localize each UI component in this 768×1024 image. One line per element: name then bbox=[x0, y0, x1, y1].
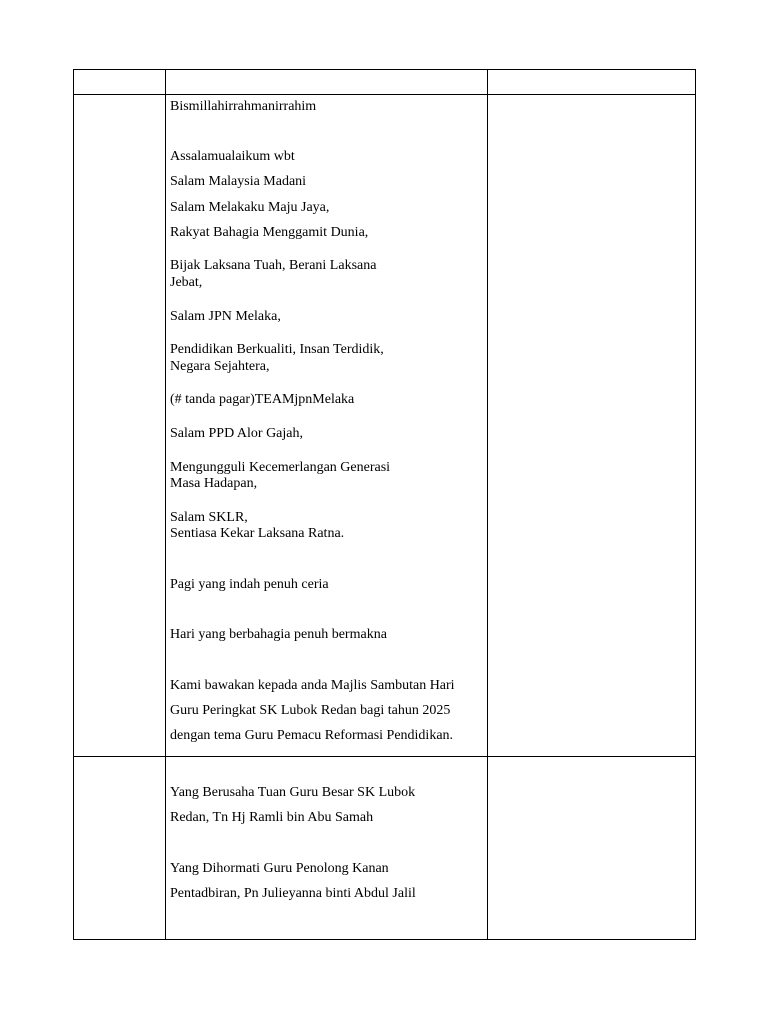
text-line: Bijak Laksana Tuah, Berani Laksana bbox=[170, 258, 377, 273]
text-line: Sentiasa Kekar Laksana Ratna. bbox=[170, 526, 345, 541]
table-row bbox=[74, 95, 696, 757]
text-line: Salam JPN Melaka, bbox=[170, 309, 281, 324]
text-line: Salam SKLR, bbox=[170, 510, 248, 525]
header-cell-3 bbox=[488, 70, 696, 95]
text-line: Pagi yang indah penuh ceria bbox=[170, 577, 329, 592]
text-line: Redan, Tn Hj Ramli bin Abu Samah bbox=[170, 810, 374, 825]
text-line: Hari yang berbahagia penuh bermakna bbox=[170, 627, 387, 642]
text-line: Pentadbiran, Pn Julieyanna binti Abdul Jalil bbox=[170, 886, 416, 901]
text-line: Yang Berusaha Tuan Guru Besar SK Lubok bbox=[170, 785, 416, 800]
text-line: dengan tema Guru Pemacu Reformasi Pendidikan. bbox=[170, 728, 454, 743]
text-line: Negara Sejahtera, bbox=[170, 359, 270, 374]
text-line: Jebat, bbox=[170, 275, 203, 290]
table-header-row bbox=[74, 70, 696, 95]
row2-text-cell bbox=[166, 757, 488, 940]
row2-right-cell bbox=[488, 757, 696, 940]
text-line: (# tanda pagar)TEAMjpnMelaka bbox=[170, 392, 355, 407]
text-line: Salam Melakaku Maju Jaya, bbox=[170, 200, 330, 215]
row1-left-cell bbox=[74, 95, 166, 757]
text-line: Mengungguli Kecemerlangan Generasi bbox=[170, 460, 391, 475]
text-line: Pendidikan Berkualiti, Insan Terdidik, bbox=[170, 342, 384, 357]
text-line: Salam PPD Alor Gajah, bbox=[170, 426, 303, 441]
row1-right-cell bbox=[488, 95, 696, 757]
header-cell-2 bbox=[166, 70, 488, 95]
text-line: Salam Malaysia Madani bbox=[170, 174, 307, 189]
header-cell-1 bbox=[74, 70, 166, 95]
text-line: Kami bawakan kepada anda Majlis Sambutan Hari bbox=[170, 678, 455, 693]
text-line: Yang Dihormati Guru Penolong Kanan bbox=[170, 861, 389, 876]
script-table bbox=[73, 69, 696, 940]
text-line: Masa Hadapan, bbox=[170, 476, 258, 491]
text-line: Assalamualaikum wbt bbox=[170, 149, 295, 164]
text-line: Bismillahirrahmanirrahim bbox=[170, 99, 317, 114]
row2-left-cell bbox=[74, 757, 166, 940]
text-line: Guru Peringkat SK Lubok Redan bagi tahun 2025 bbox=[170, 703, 451, 718]
table-row bbox=[74, 757, 696, 940]
row1-text-cell bbox=[166, 95, 488, 757]
text-line: Rakyat Bahagia Menggamit Dunia, bbox=[170, 225, 369, 240]
